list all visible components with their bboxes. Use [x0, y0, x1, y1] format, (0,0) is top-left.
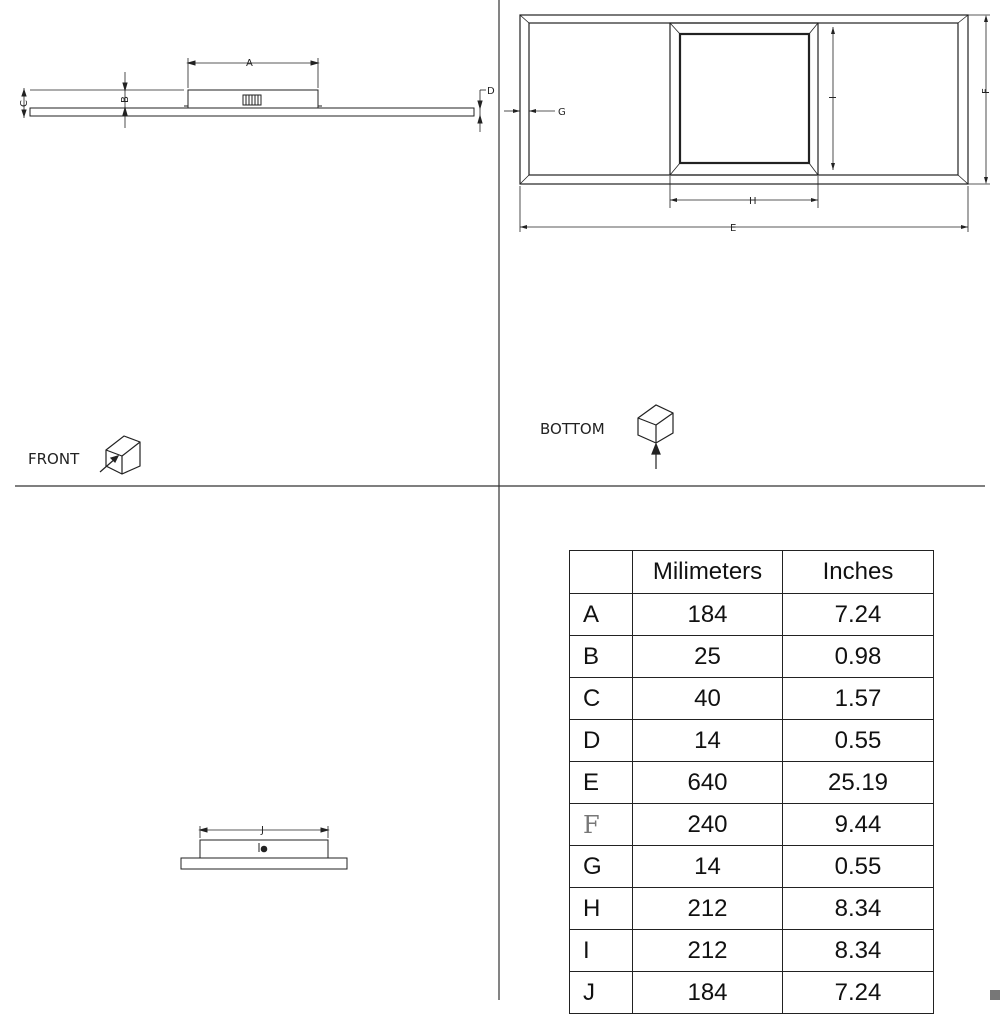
- table-row: [570, 720, 934, 762]
- dim-label-c: C: [19, 100, 30, 107]
- bottom-inner-frame: [529, 23, 958, 175]
- dim-label-i: I: [828, 96, 839, 99]
- dimensions-table: [569, 550, 934, 1014]
- corner-mark: [990, 990, 1000, 1000]
- row-letter: E: [570, 762, 633, 804]
- dim-label-d: D: [487, 86, 495, 97]
- header-inches: Inches: [783, 551, 934, 594]
- row-in: 9.44: [783, 804, 934, 846]
- bottom-driver-inner: [680, 34, 809, 163]
- dim-label-a: A: [246, 58, 253, 69]
- row-in: 0.55: [783, 720, 934, 762]
- row-in: 0.55: [783, 846, 934, 888]
- table-row: [570, 972, 934, 1014]
- header-letter: [570, 551, 633, 594]
- row-mm: 14: [633, 846, 783, 888]
- row-letter: D: [570, 720, 633, 762]
- row-in: 7.24: [783, 972, 934, 1014]
- bottom-view: [504, 15, 990, 232]
- row-mm: 40: [633, 678, 783, 720]
- row-in: 8.34: [783, 930, 934, 972]
- table-row: [570, 762, 934, 804]
- bottom-outer-frame: [520, 15, 968, 184]
- front-connector: [243, 95, 261, 105]
- row-letter: J: [570, 972, 633, 1014]
- dim-label-j: J: [261, 825, 264, 836]
- row-letter: I: [570, 930, 633, 972]
- row-mm: 640: [633, 762, 783, 804]
- dim-label-h: H: [749, 196, 757, 207]
- row-letter: F: [570, 804, 633, 846]
- front-panel: [30, 108, 474, 116]
- row-mm: 14: [633, 720, 783, 762]
- row-mm: 25: [633, 636, 783, 678]
- side-view: [181, 826, 347, 869]
- dim-label-b: B: [120, 96, 131, 103]
- row-letter: C: [570, 678, 633, 720]
- dim-label-e: E: [730, 223, 737, 234]
- row-in: 25.19: [783, 762, 934, 804]
- row-mm: 240: [633, 804, 783, 846]
- table-row: [570, 804, 934, 846]
- row-mm: 212: [633, 888, 783, 930]
- bottom-view-label: BOTTOM: [540, 420, 605, 438]
- table-row: [570, 846, 934, 888]
- bottom-driver-outer: [670, 23, 818, 175]
- header-millimeters: Milimeters: [633, 551, 783, 594]
- dim-label-g: G: [558, 107, 566, 118]
- row-letter: G: [570, 846, 633, 888]
- row-in: 7.24: [783, 594, 934, 636]
- table-row: [570, 678, 934, 720]
- row-mm: 184: [633, 972, 783, 1014]
- front-cube-icon: [100, 436, 140, 474]
- side-panel: [181, 858, 347, 869]
- row-mm: 212: [633, 930, 783, 972]
- side-connector-dot: [261, 846, 267, 852]
- front-view-label: FRONT: [28, 450, 80, 468]
- bottom-cube-icon: [638, 405, 673, 469]
- front-view: [22, 58, 486, 132]
- table-row: [570, 594, 934, 636]
- row-letter: B: [570, 636, 633, 678]
- row-in: 0.98: [783, 636, 934, 678]
- row-in: 8.34: [783, 888, 934, 930]
- row-letter: H: [570, 888, 633, 930]
- dim-label-f: F: [981, 88, 992, 94]
- table-header-row: [570, 551, 934, 594]
- table-row: [570, 930, 934, 972]
- table-row: [570, 888, 934, 930]
- row-in: 1.57: [783, 678, 934, 720]
- table-row: [570, 636, 934, 678]
- row-letter: A: [570, 594, 633, 636]
- row-mm: 184: [633, 594, 783, 636]
